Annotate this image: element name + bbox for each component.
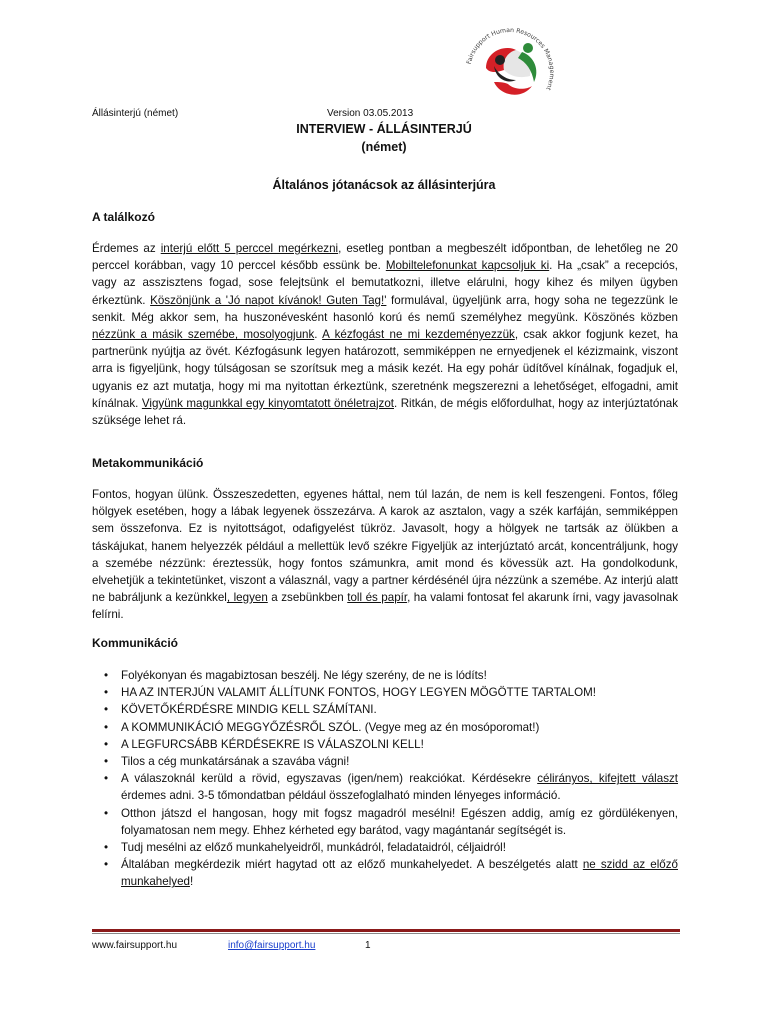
bullet-icon: • [104, 686, 109, 700]
section-heading-talalkozo: A találkozó [92, 210, 155, 224]
list-item-text: A válaszoknál kerüld a rövid, egyszavas (igen/nem) reakciókat. Kérdésekre célirányos, kifejtett választ érdemes adni. 3-5 tőmondatban például összefoglalható minden lényeges információ. [121, 772, 679, 803]
bullet-icon: • [104, 737, 109, 751]
list-item [92, 719, 678, 736]
header-doc-title: Állásinterjú (német) [92, 108, 179, 119]
list-item [92, 805, 678, 839]
page-title: INTERVIEW - ÁLLÁSINTERJÚ [296, 122, 472, 136]
list-item [92, 839, 678, 856]
list-item-text: Tudj mesélni az előző munkahelyeidről, munkádról, feladataidról, céljaidról! [121, 841, 506, 855]
footer-rule [92, 929, 680, 932]
bullet-icon: • [104, 703, 109, 717]
list-item-text: Folyékonyan és magabiztosan beszélj. Ne légy szerény, de ne is lódíts! [121, 669, 487, 682]
bullet-icon: • [104, 858, 109, 872]
list-item-text: Tilos a cég munkatársának a szavába vágni! [121, 755, 350, 769]
list-item [92, 667, 678, 684]
list-item-text: Általában megkérdezik miért hagytad ott az előző munkahelyedet. A beszélgetés alatt ne szidd az előző munkahelyed! [121, 858, 679, 889]
list-item [92, 701, 678, 718]
footer-email-link[interactable]: info@fairsupport.hu [228, 940, 316, 951]
header-version: Version 03.05.2013 [327, 108, 414, 119]
list-item-text: HA AZ INTERJÚN VALAMIT ÁLLÍTUNK FONTOS, HOGY LEGYEN MÖGÖTTE TARTALOM! [121, 686, 597, 700]
section-heading-komm: Kommunikáció [92, 636, 179, 650]
footer-website: www.fairsupport.hu [92, 940, 178, 951]
footer-rule-thin [92, 933, 680, 934]
company-logo [464, 26, 556, 118]
bullet-icon: • [104, 755, 109, 769]
bullet-icon: • [104, 772, 109, 786]
section-heading-meta: Metakommunikáció [92, 456, 204, 470]
bullet-icon: • [104, 841, 109, 855]
bullet-icon: • [104, 720, 109, 734]
list-item [92, 770, 678, 804]
paragraph-meta: Fontos, hogyan ülünk. Összeszedetten, egyenes háttal, nem túl lazán, de nem is kell feszengeni. Fontos, főleg hölgyek esetében, hogy a lábak legyenek összezárva. A karok az asztalon, vagy a szék karfáján, semmiképpen sem összefonva. Ez is nyitottságot, odafigyelést tükröz. Javasolt, hogy a hölgyek ne tartsák az ölükben a táskájukat, hanem helyezzék például a mellettük levő székre Figyeljük az interjúztató arcát, koncentráljunk, hogy a szemébe nézzünk: éreztessük, hogy fontos számunkra, amit mond és kövessük azt. Ha gondolkodunk, elvehetjük a tekintetünket, viszont a válasznál, vagy a partner kérdésénél újra nézzünk a szemébe. Az interjú alatt ne babráljunk a kezünkkel, legyen a zsebünkben toll és papír, ha valami fontosat fel akarunk írni, vagy javasolnak felírni. [92, 488, 679, 622]
list-item [92, 856, 678, 890]
page-title-sub: (német) [361, 140, 407, 154]
list-item-text: A KOMMUNIKÁCIÓ MEGGYŐZÉSRŐL SZÓL. (Vegye meg az én mosóporomat!) [121, 720, 540, 734]
paragraph-talalkozo: Érdemes az interjú előtt 5 perccel megérkezni, esetleg pontban a megbeszélt időpontban, de lehetőleg ne 20 perccel korábban, vagy 10 perccel később essünk be. Mobiltelefonunkat kapcsoljuk ki. Ha „csak” a recepciós, vagy az asszisztens fogad, sose felejtsünk el bemutatkozni, illetve elárulni, hogy kihez és milyen ügyben érkeztünk. Köszönjünk a 'Jó napot kívánok! Guten Tag!' formulával, ügyeljünk arra, hogy soha ne tegezzünk le senkit. Még akkor sem, ha huszonévesként hasonló korú és nemű személyhez megyünk. Köszönés közben nézzünk a másik szemébe, mosolyogjunk. A kézfogást ne mi kezdeményezzük, csak akkor fogjunk kezet, ha partnerünk nyújtja az övét. Kézfogásunk legyen határozott, semmiképpen ne ernyedjenek el kézizmaink, viszont arra is figyeljünk, hogy túlságosan se szorítsuk meg a másik kezét. Ha egy pohár üdítővel kínálnak, fogadjuk el, ugyanis ez azt mutatja, hogy mi ma nyitottan érkeztünk, szeretnénk megszerezni a lehetőséget, elfogadni, amit kínálnak. Vigyünk magunkkal egy kinyomtatott önéletrajzot. Ritkán, de mégis előfordulhat, hogy az interjúztatónak szüksége lehet rá. [92, 242, 679, 428]
list-item-text: KÖVETŐKÉRDÉSRE MINDIG KELL SZÁMÍTANI. [121, 703, 377, 717]
list-item-text: Otthon játszd el hangosan, hogy mit fogsz magadról mesélni! Egészen addig, amíg ez gördülékenyen, folyamatosan nem megy. Ehhez kérheted egy barátod, vagy magántanár segítségét is. [121, 806, 678, 837]
list-item [92, 736, 678, 753]
bullet-icon: • [104, 806, 109, 820]
page-subtitle: Általános jótanácsok az állásinterjúra [272, 178, 496, 192]
bullet-list [92, 667, 678, 891]
list-item [92, 753, 678, 770]
list-item [92, 684, 678, 701]
logo-ring-text: Fairsupport Human Resources Management [465, 26, 556, 92]
list-item-text: A LEGFURCSÁBB KÉRDÉSEKRE IS VÁLASZOLNI KELL! [121, 737, 424, 751]
footer-page-number: 1 [365, 940, 371, 951]
bullet-icon: • [104, 669, 109, 682]
